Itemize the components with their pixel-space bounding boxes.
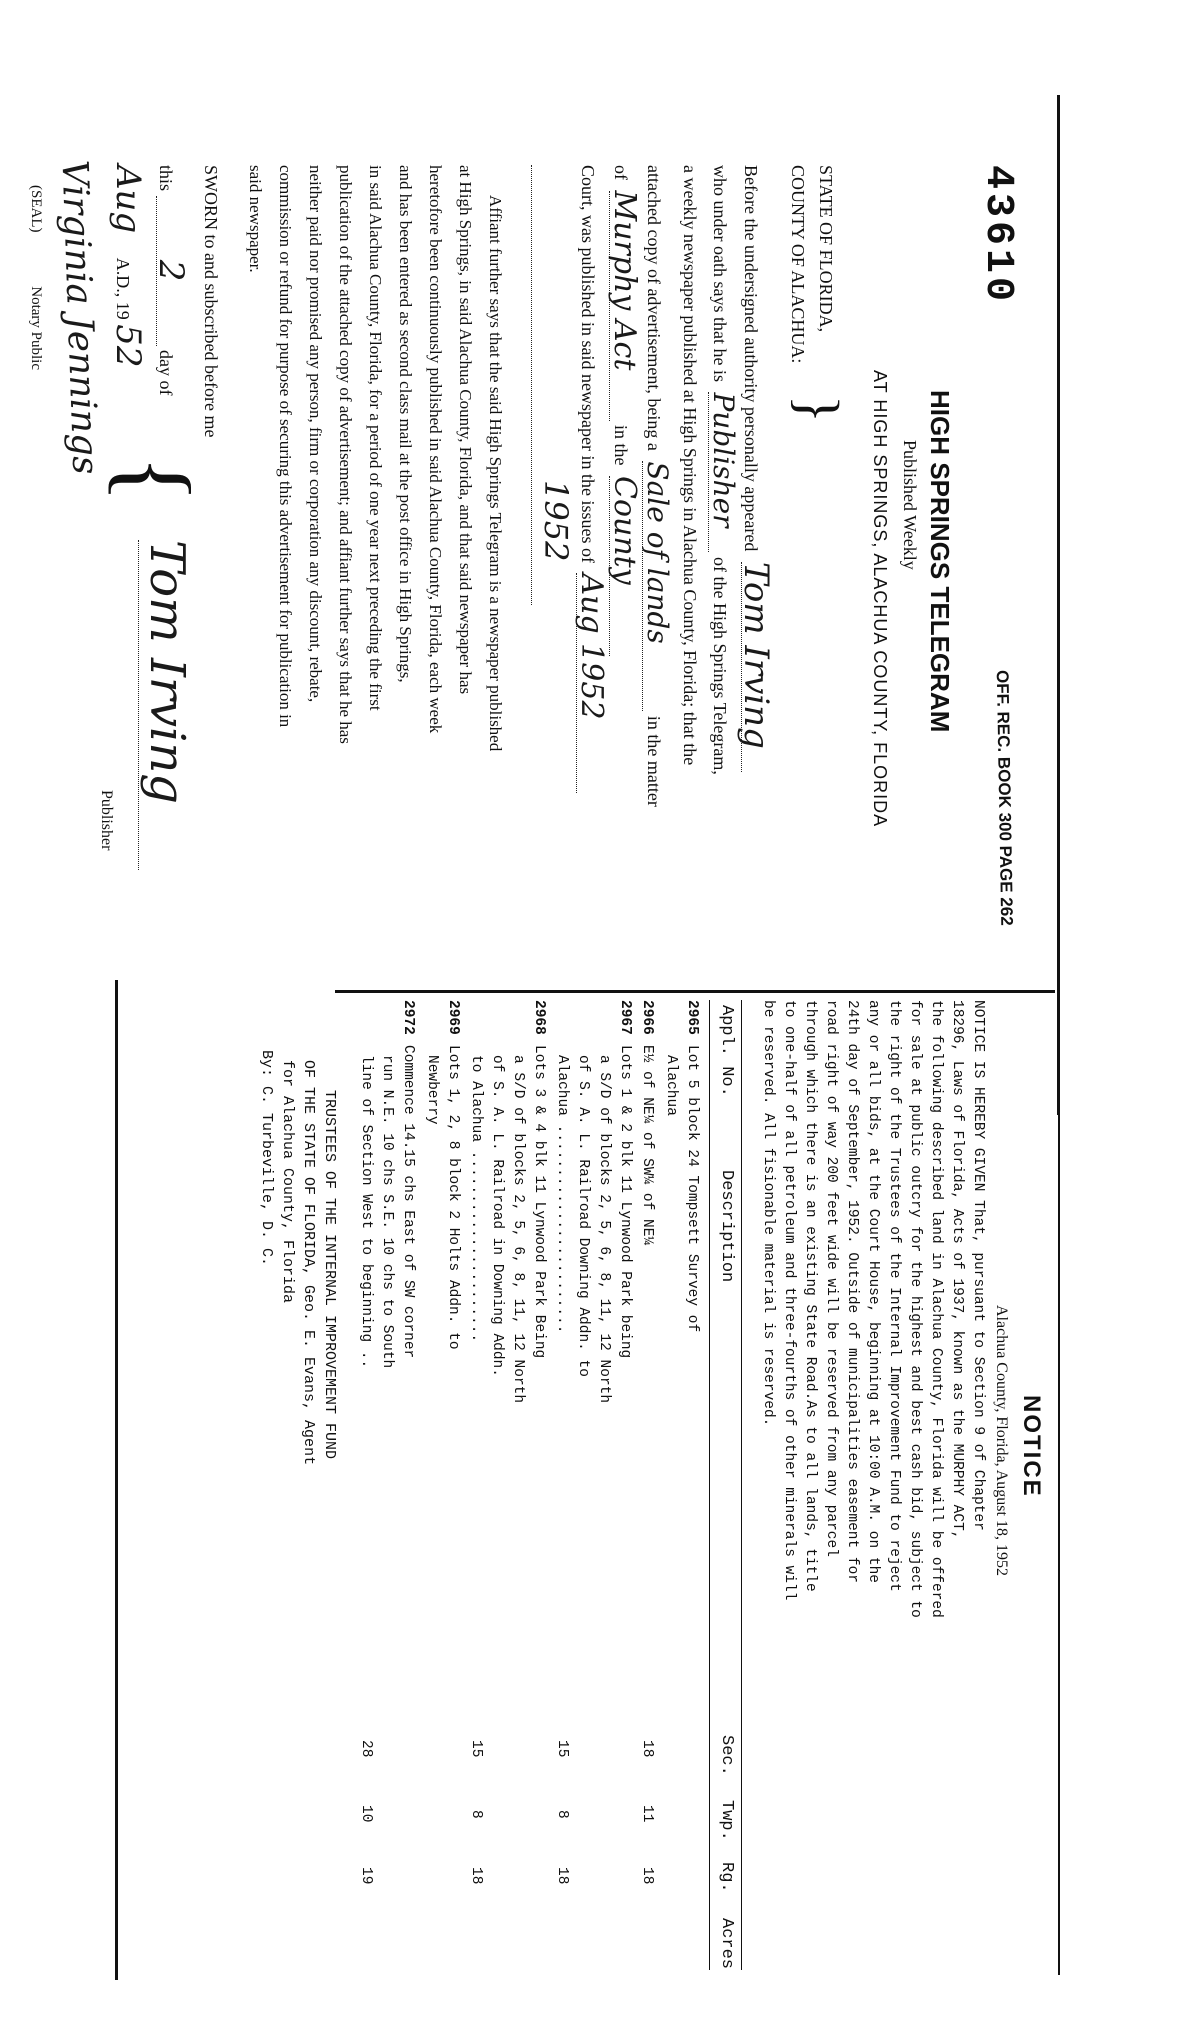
- para1-line4: [640, 165, 674, 807]
- sworn-year-line: [108, 165, 148, 368]
- scan-edge-top: [1057, 95, 1060, 1115]
- document-number: 43610: [975, 165, 1020, 306]
- of-text: of: [611, 165, 631, 180]
- appl-no: 2969: [445, 1000, 461, 1035]
- in-matter-text: in the matter: [644, 715, 664, 807]
- this-text: this: [156, 165, 176, 192]
- sworn-month-handwritten: Aug: [108, 165, 148, 234]
- location-line: AT HIGH SPRINGS, ALACHUA COUNTY, FLORIDA: [870, 370, 890, 828]
- publisher-signature: Tom Irving: [138, 540, 195, 870]
- para2-line: in said Alachua County, Florida, for a period of one year next preceding the first: [366, 165, 385, 711]
- header-twp: Twp.: [717, 1800, 736, 1841]
- of-telegram-text: of the High Springs Telegram,: [710, 556, 730, 775]
- notice-dateline: Alachua County, Florida, August 18, 1952: [993, 1305, 1010, 1576]
- seal-text: (SEAL): [28, 185, 44, 233]
- rg-value: 18: [468, 1867, 484, 1885]
- notice-body-line: 18296, Laws of Florida, Acts of 1937, known as the MURPHY ACT,: [949, 1000, 965, 1540]
- desc-line: E½ of NE¼ of SW¼ of NE¼: [639, 1045, 655, 1246]
- publisher-label: Publisher: [98, 790, 115, 851]
- notice-body-line: be reserved. All fisionable material is reserved.: [760, 1000, 776, 1427]
- court-handwritten: County: [609, 476, 638, 656]
- appeared-name-handwritten: Tom Irving: [741, 562, 770, 772]
- notice-border-top: [1058, 990, 1060, 1975]
- desc-line: a S/D of blocks 2, 5, 6, 8, 11, 12 North: [510, 1055, 526, 1404]
- para1-line6: [574, 165, 609, 793]
- desc-line: Lot 5 block 24 Tompsett Survey of: [684, 1045, 700, 1333]
- para2-line: commission or refund for purpose of securing this advertisement for publication in: [276, 165, 295, 728]
- twp-value: 8: [468, 1810, 484, 1819]
- matter-handwritten: Murphy Act: [609, 191, 638, 421]
- title-handwritten: Publisher: [708, 392, 737, 552]
- desc-line: of S. A. L. Railroad Downing Addn. to: [575, 1055, 591, 1377]
- appl-no: 2968: [531, 1000, 547, 1035]
- rg-value: 19: [358, 1867, 374, 1885]
- para2-line: and has been entered as second class mail at the post office in High Springs,: [396, 165, 415, 683]
- notary-line: [22, 185, 50, 370]
- county-line: COUNTY OF ALACHUA:: [788, 165, 808, 364]
- book-page-stamp: OFF. REC. BOOK 300 PAGE 262: [992, 669, 1017, 926]
- desc-line: Commence 14.15 chs East of SW corner: [400, 1045, 416, 1359]
- desc-line: Lots 3 & 4 blk 11 Lynwood Park Being: [531, 1045, 547, 1359]
- scan-edge-bottom: [115, 980, 118, 1980]
- ad-text: attached copy of advertisement, being a: [644, 165, 664, 451]
- court-text: Court, was published in said newspaper in the issues of: [578, 165, 598, 563]
- header-acres: Acres: [717, 1918, 736, 1970]
- twp-value: 11: [639, 1805, 655, 1823]
- notice-title: NOTICE: [1018, 1395, 1045, 1498]
- twp-value: 8: [554, 1810, 570, 1819]
- desc-line: Alachua: [663, 1055, 679, 1116]
- header-appl: Appl. No.: [717, 1005, 736, 1097]
- issues-handwritten: Aug 1952: [576, 573, 605, 793]
- footer-line: TRUSTEES OF THE INTERNAL IMPROVEMENT FUND: [321, 1090, 338, 1460]
- para2-line: Affiant further says that the said High Springs Telegram is a newspaper published: [486, 195, 505, 752]
- notice-border-left: [335, 990, 1055, 993]
- notice-body-line: to one-half of all petroleum and three-fourths of other minerals will: [781, 1000, 797, 1601]
- para2-line: said newspaper.: [246, 165, 265, 273]
- sworn-date-line: [151, 165, 191, 396]
- desc-line: Lots 1, 2, 8 block 2 Holts Addn. to: [445, 1045, 461, 1350]
- para1-line5: [607, 165, 642, 656]
- para2-line: at High Springs, in said Alachua County, Florida, and that said newspaper has: [456, 165, 475, 695]
- notice-body: [757, 1000, 988, 1970]
- sec-value: 18: [639, 1740, 655, 1758]
- newspaper-title: HIGH SPRINGS TELEGRAM: [925, 390, 955, 733]
- para2-line: publication of the attached copy of advertisement; and affiant further says that he has: [336, 165, 355, 744]
- sec-value: 15: [554, 1740, 570, 1758]
- notice-body-line: for sale at public outcry for the highest and best cash bid, subject to: [907, 1000, 923, 1618]
- appl-no: 2965: [684, 1000, 700, 1035]
- para1-line2: [706, 165, 740, 775]
- header-description: Description: [717, 1170, 736, 1283]
- notice-body-line: NOTICE IS HEREBY GIVEN That, pursuant to Section 9 of Chapter: [970, 1000, 986, 1531]
- state-line: STATE OF FLORIDA,: [816, 165, 836, 333]
- para2-line: heretofore been continuously published in said Alachua County, Florida, each week: [426, 165, 445, 734]
- notice-table-rule-top: [741, 1000, 742, 1970]
- para2-line: neither paid nor promised any person, firm or corporation any discount, rebate,: [306, 165, 325, 703]
- oath-text: who under oath says that he is: [710, 165, 730, 382]
- published-weekly: Published Weekly: [900, 440, 920, 570]
- notice-body-line: the following described land in Alachua County, Florida will be offered: [928, 1000, 944, 1618]
- rg-value: 18: [639, 1867, 655, 1885]
- notice-body-line: road right of way 200 feet wide will be reserved from any parcel: [823, 1000, 839, 1557]
- notice-body-line: through which there is an existing State Road.As to all lands, title: [802, 1000, 818, 1592]
- desc-line: Lots 1 & 2 blk 11 Lynwood Park being: [617, 1045, 633, 1359]
- para1-line1: [736, 165, 776, 772]
- appl-no: 2966: [639, 1000, 655, 1035]
- in-the-text: in the: [611, 425, 631, 466]
- notice-body-line: the right of the Trustees of the Internal Improvement Fund to reject: [886, 1000, 902, 1592]
- footer-line: for Alachua County, Florida: [279, 1060, 296, 1304]
- sworn-brace-icon: {: [100, 455, 211, 503]
- footer-line: OF THE STATE OF FLORIDA, Geo. E. Evans, Agent: [300, 1060, 317, 1466]
- appl-no: 2972: [400, 1000, 416, 1035]
- notice-table-rule-bottom: [709, 1000, 710, 1970]
- desc-line: Alachua ........................: [554, 1055, 570, 1334]
- notice-footer: [256, 1030, 340, 1465]
- desc-line: a S/D of blocks 2, 5, 6, 8, 11, 12 North: [596, 1055, 612, 1404]
- ad-19-text: A.D., 19: [113, 257, 133, 320]
- appl-no: 2967: [617, 1000, 633, 1035]
- sworn-line: SWORN to and subscribed before me: [201, 165, 221, 438]
- desc-line: Newberry: [424, 1055, 440, 1125]
- desc-line: to Alachua ......................: [468, 1055, 484, 1343]
- header-sec: Sec.: [717, 1735, 736, 1776]
- brace-icon: }: [786, 395, 851, 423]
- sworn-year-handwritten: 52: [108, 324, 148, 368]
- dotted-rule: [531, 165, 532, 605]
- ad-type-handwritten: Sale of lands: [642, 461, 671, 711]
- notary-public-label: Notary Public: [28, 286, 44, 370]
- footer-line: By: C. Turbeville, D. C.: [258, 1050, 275, 1267]
- desc-line: run N.E. 10 chs S.E. 10 chs to South: [379, 1055, 395, 1369]
- year-handwritten: 1952: [537, 480, 575, 562]
- notary-signature: Virginia Jennings: [53, 159, 106, 476]
- desc-line: line of Section West to beginning ..: [358, 1055, 374, 1369]
- twp-value: 10: [358, 1805, 374, 1823]
- notice-body-line: any or all bids, at the Court House, beginning at 10:00 A.M. on the: [865, 1000, 881, 1583]
- sec-value: 28: [358, 1740, 374, 1758]
- para2: [240, 165, 510, 752]
- rg-value: 18: [554, 1867, 570, 1885]
- desc-line: of S. A. L. Railroad in Downing Addn.: [489, 1055, 505, 1377]
- para1-line3: a weekly newspaper published at High Springs in Alachua County, Florida; that the: [680, 165, 700, 766]
- day-of-text: day of: [156, 350, 176, 396]
- notice-body-line: 24th day of September, 1952. Outside of municipalities easement for: [844, 1000, 860, 1583]
- header-rg: Rg.: [717, 1862, 736, 1893]
- sworn-day-handwritten: 2: [156, 196, 185, 346]
- appeared-text: Before the undersigned authority personally appeared: [741, 165, 761, 552]
- sec-value: 15: [468, 1740, 484, 1758]
